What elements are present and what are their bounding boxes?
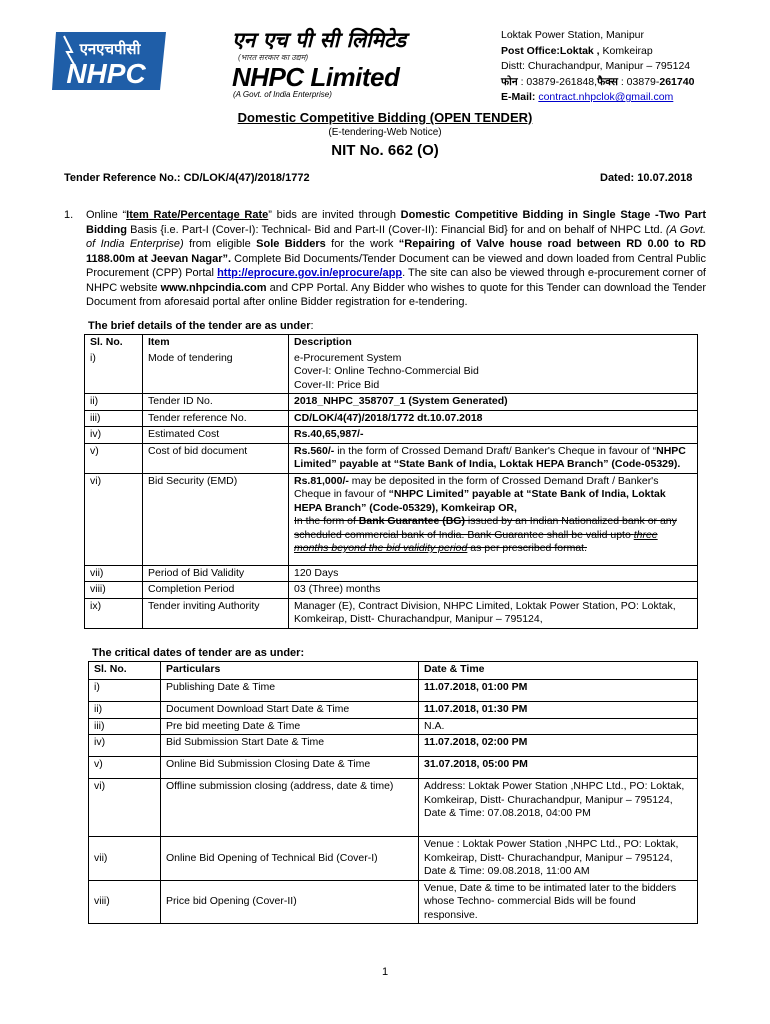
brand-hindi-name: एन एच पी सी लिमिटेड [232, 27, 406, 52]
address-email: E-Mail: contract.nhpclok@gmail.com [501, 91, 674, 103]
address-post-office: Post Office:Loktak , Komkeirap [501, 44, 653, 57]
email-link[interactable]: contract.nhpclok@gmail.com [538, 91, 674, 103]
table-row: i) Mode of tendering e-Procurement System Cover-I: Online Techno-Commercial Bid Cover-II: Price Bid [85, 351, 698, 394]
brief-details-heading: The brief details of the tender are as under: [88, 320, 314, 332]
col-header-particulars: Particulars [161, 662, 419, 680]
col-header-description: Description [289, 335, 698, 351]
document-subtitle: (E-tendering-Web Notice) [328, 127, 442, 138]
table-row: i) Publishing Date & Time 11.07.2018, 01:00 PM [89, 680, 698, 702]
table-header-row [89, 662, 698, 680]
table-row: vi) Bid Security (EMD) Rs.81,000/- may be deposited in the form of Crossed Demand Draft / Banker's Cheque in favour of “NHPC Limited” payable at “State Bank of India, Loktak HEPA Branch” (Code-05329), Komkeirap OR, In the form of Bank Guarantee (BG) issued by an Indian Nationalized bank or any scheduled commercial bank of India. Bank Guarantee shall be valid upto three months beyond the bid validity period as per prescribed format. [85, 473, 698, 565]
table-row: vii) Period of Bid Validity 120 Days [85, 565, 698, 582]
table-row: ix) Tender inviting Authority Manager (E), Contract Division, NHPC Limited, Loktak Power Station, PO: Loktak, Komkeirap, Distt- Churachandpur, Manipur – 795124, [85, 598, 698, 628]
nhpc-logo [50, 28, 170, 94]
brand-subtitle: (A Govt. of India Enterprise) [233, 90, 332, 99]
table-row: iii) Pre bid meeting Date & Time N.A. [89, 718, 698, 735]
address-block [501, 28, 694, 106]
col-header-date-time: Date & Time [419, 662, 698, 680]
nit-number: NIT No. 662 (O) [331, 142, 439, 159]
critical-dates-table [88, 661, 698, 924]
table-row: vi) Offline submission closing (address, date & time) Address: Loktak Power Station ,NHPC Ltd., PO: Loktak, Komkeirap, Distt- Churachandpur, Manipur – 795124, Date & Time: 07.08.2018, 04:00 PM [89, 779, 698, 837]
col-header-sl: Sl. No. [89, 662, 161, 680]
table-row: ii) Tender ID No. 2018_NHPC_358707_1 (System Generated) [85, 394, 698, 411]
address-line3: Distt: Churachandpur, Manipur – 795124 [501, 60, 691, 72]
paragraph-number: 1. [64, 209, 74, 221]
table-row: viii) Price bid Opening (Cover-II) Venue, Date & time to be intimated later to the bidders whose Techno- commercial Bids will be found responsive. [89, 880, 698, 924]
critical-dates-heading: The critical dates of tender are as under: [92, 647, 305, 659]
table-row: v) Online Bid Submission Closing Date & Time 31.07.2018, 05:00 PM [89, 757, 698, 779]
paragraph-1 [64, 208, 706, 310]
brand-name: NHPC Limited [232, 62, 400, 92]
logo-hindi-text: एनएचपीसी [79, 40, 141, 58]
brand-tagline: (भारत सरकार का उद्यम) [238, 53, 309, 62]
table-row: vii) Online Bid Opening of Technical Bid (Cover-I) Venue : Loktak Power Station ,NHPC Ltd., PO: Loktak, Komkeirap, Distt- Churachandpur, Manipur – 795124, Date & Time: 09.08.2018, 11:00 AM [89, 837, 698, 881]
paragraph-text: Online “Item Rate/Percentage Rate” bids are invited through Domestic Competitive Bidding in Single Stage -Two Part Bidding Basis {i.e. Part-I (Cover-I): Technical- Bid and Part-II (Cover-II): Financial Bid} for and on behalf of NHPC Ltd. (A Govt. of India Enterprise) from eligible Sole Bidders for the work “Repairing of Valve house road between RD 0.00 to RD 1188.00m at Jeevan Nagar”. Complete Bid Documents/Tender Document can be viewed and down loaded from Central Public Procurement (CPP) Portal http://eprocure.gov.in/eprocure/app. The site can also be viewed through e-procurement corner of NHPC website www.nhpcindia.com and CPP Portal. Any Bidder who wishes to quote for this Tender can download the Tender Document from aforesaid portal after online Bidder registration for e-tendering. [86, 209, 707, 308]
brief-details-table [84, 334, 698, 629]
document-title: Domestic Competitive Bidding (OPEN TENDER) [237, 110, 533, 125]
table-row: iii) Tender reference No. CD/LOK/4(47)/2018/1772 dt.10.07.2018 [85, 410, 698, 427]
eprocure-link[interactable]: http://eprocure.gov.in/eprocure/app [217, 267, 403, 279]
table-header-row [85, 335, 698, 351]
col-header-item: Item [143, 335, 289, 351]
table-row: viii) Completion Period 03 (Three) months [85, 582, 698, 599]
logo-latin-text: NHPC [66, 58, 146, 89]
address-phone-fax: फोन : 03879-261848,फैक्स : 03879-261740 [501, 75, 695, 88]
table-row: iv) Estimated Cost Rs.40,65,987/- [85, 427, 698, 444]
address-line1: Loktak Power Station, Manipur [501, 29, 644, 41]
table-row: iv) Bid Submission Start Date & Time 11.07.2018, 02:00 PM [89, 735, 698, 757]
tender-reference: Tender Reference No.: CD/LOK/4(47)/2018/1772 [64, 172, 310, 184]
col-header-sl: Sl. No. [85, 335, 143, 351]
table-row: ii) Document Download Start Date & Time 11.07.2018, 01:30 PM [89, 702, 698, 719]
tender-date: Dated: 10.07.2018 [600, 172, 693, 184]
page-number: 1 [381, 966, 389, 978]
table-row: v) Cost of bid document Rs.560/- in the form of Crossed Demand Draft/ Banker's Cheque in favour of “NHPC Limited” payable at “State Bank of India, Loktak HEPA Branch” (Code-05329). [85, 443, 698, 473]
